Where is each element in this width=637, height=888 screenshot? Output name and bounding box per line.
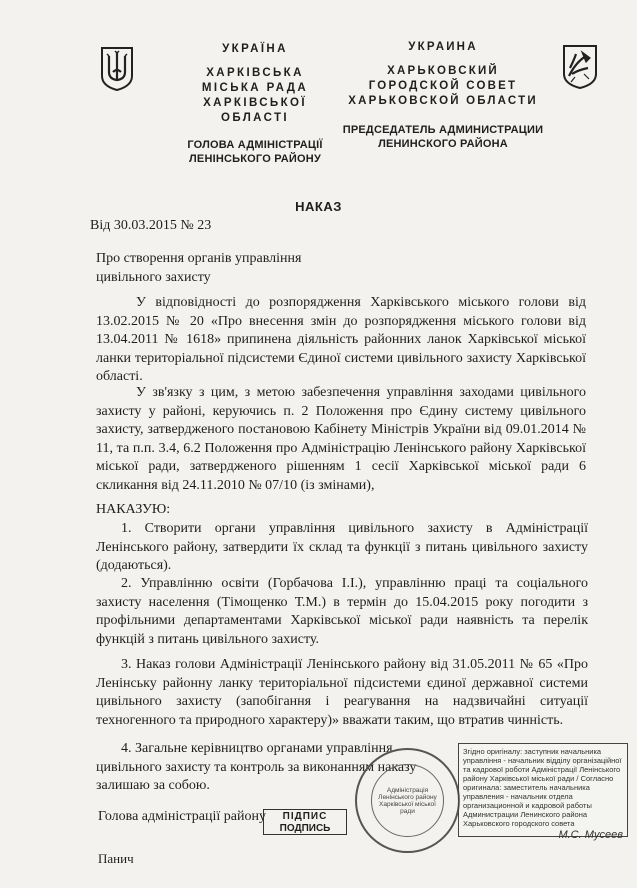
order-word: НАКАЗУЮ: <box>96 502 171 517</box>
paragraph-preamble: У відповідності до розпорядження Харківського міського голови від 13.02.2015 № 20 «Про внесення змін до розпорядження міського голови від 13.04.2011 № 1618» припинена діяльність районних ланок Харківської міської ланки територіальної підсистеми Єдиної системи цивільного захисту Харківської області. <box>96 295 586 385</box>
order-item-1: 1. Створити органи управління цивільного захисту в Адміністрації Ленінського району, затвердити їх склад та функції з питань цивільного захисту (додаються). <box>96 521 588 574</box>
header-left-council-line: ОБЛАСТІ <box>220 112 290 124</box>
paragraph-grounds: У зв'язку з цим, з метою забезпечення управління заходами цивільного захисту у районі, керуючись п. 2 Положення про Єдину систему цивільного захисту, затвердженого постановою Кабінету Міністрів України від 09.01.2014 № 11, та п.п. 3.4, 6.2 Положення про Адміністрацію Ленінського району Харківської міської ради, затвердженого рішенням 1 сесії Харківської міської ради 6 скликання від 24.11.2010 № 07/10 (із змінами), <box>96 385 586 493</box>
order-item-4: 4. Загальне керівництво органами управління цивільного захисту та контроль за виконанням наказу залишаю за собою. <box>96 741 417 794</box>
seal-text: Адміністрація Ленінського району Харківської міської ради <box>378 786 437 815</box>
header-left <box>160 42 350 166</box>
header-left-role-line: ГОЛОВА АДМІНІСТРАЦІЇ <box>187 139 323 151</box>
signer-title: Голова адміністрації району <box>98 809 266 824</box>
kharkiv-city-emblem-icon <box>562 44 598 90</box>
document-title: НАКАЗ <box>295 199 342 214</box>
signature-stamp-line2: ПОДПИСЬ <box>279 823 331 834</box>
header-right <box>328 40 558 151</box>
header-right-role-line: ЛЕНИНСКОГО РАЙОНА <box>378 138 508 150</box>
executor-name: Панич <box>98 851 134 866</box>
signature-stamp <box>263 809 347 835</box>
trident-coat-of-arms-icon <box>100 46 134 92</box>
document-dateline: Від 30.03.2015 № 23 <box>90 218 212 233</box>
header-left-council-line: МІСЬКА РАДА <box>201 82 309 94</box>
document-subject: Про створення органів управління цивільного захисту <box>96 251 302 285</box>
header-right-council-line: ХАРЬКОВСКОЙ ОБЛАСТИ <box>348 95 538 107</box>
copy-stamp-text: Згідно оригіналу: заступник начальника управління - начальник відділу організаційної та кадрової роботи Адміністрації Ленінського району Харківської міської ради / Согласно оригинала: заместитель начальника управления - начальник отдела организационной и кадровой работы Администрации Ленинского района Харьковского городского совета <box>463 747 622 828</box>
order-item-3: 3. Наказ голови Адміністрації Ленінського району від 31.05.2011 № 65 «Про Ленінську районну ланку територіальної підсистеми єдиної державної системи цивільного захисту (запобігання і реагування на надзвичайні ситуації техногенного та природного характеру)» вважати таким, що втратив чинність. <box>96 657 588 728</box>
header-left-council-line: ХАРКІВСЬКА <box>206 67 304 79</box>
order-item-2: 2. Управлінню освіти (Горбачова І.І.), управлінню праці та соціального захисту населення (Тімощенко Т.М.) в термін до 15.04.2015 року погодити з профільними департаментами Харківської міської ради наявність та перелік функцій з питань цивільного захисту. <box>96 576 588 647</box>
header-right-council-line: ГОРОДСКОЙ СОВЕТ <box>368 80 518 92</box>
copy-stamp-name: М.С. Мусеев <box>558 829 623 841</box>
copy-certification-stamp <box>458 743 628 841</box>
header-right-role-line: ПРЕДСЕДАТЕЛЬ АДМИНИСТРАЦИИ <box>342 124 544 136</box>
official-seal <box>355 748 460 853</box>
header-right-council-line: ХАРЬКОВСКИЙ <box>387 65 499 77</box>
header-right-country: УКРАИНА <box>408 41 478 53</box>
header-left-country: УКРАЇНА <box>222 43 288 55</box>
signature-stamp-line1: ПІДПИС <box>282 811 328 822</box>
header-left-council-line: ХАРКІВСЬКОЇ <box>203 97 307 109</box>
header-left-role-line: ЛЕНІНСЬКОГО РАЙОНУ <box>189 153 321 165</box>
